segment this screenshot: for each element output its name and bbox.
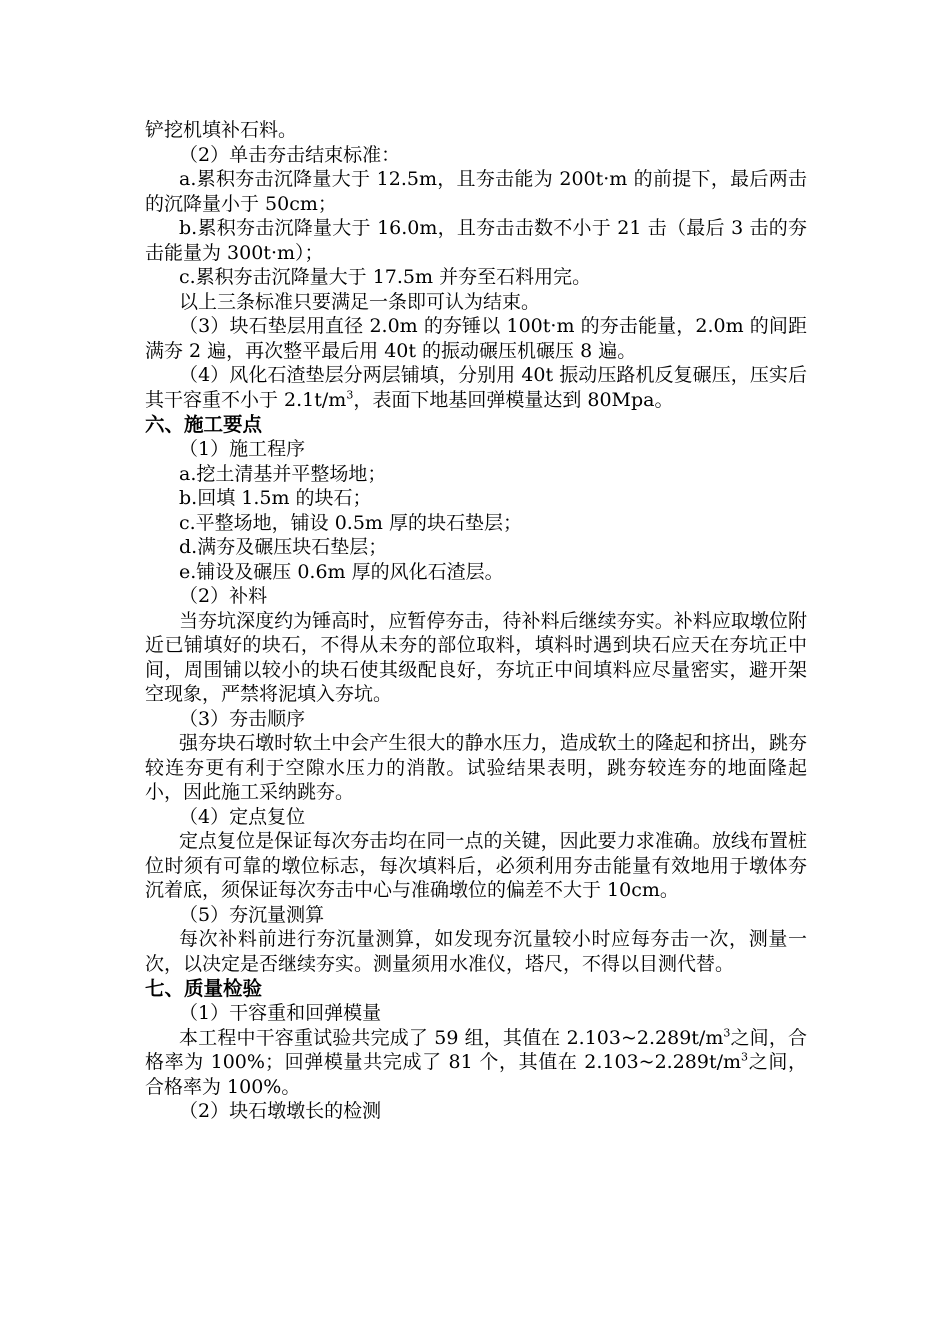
- list-item: d.满夯及碾压块石垫层；: [179, 536, 388, 558]
- paragraph: 当夯坑深度约为锤高时，应暂停夯击，待补料后继续夯实。补料应取墩位附近已铺填好的块石，不得从未夯的部位取料，填料时遇到块石应天在夯坑正中间，周围铺以较小的块石使其级配良好，夯坑正中间填料应尽量密实，避开架空现象，严禁将泥填入夯坑。: [145, 609, 807, 705]
- subheading: （1）干容重和回弹模量: [179, 1002, 382, 1024]
- section-heading: 六、施工要点: [145, 413, 263, 436]
- subheading: （2）块石墩墩长的检测: [179, 1100, 382, 1122]
- text-run: （4）风化石渣垫层分两层铺填，分别用 40t 振动压路机反复碾压，压实后其干容重不小于 2.1t/m: [145, 364, 807, 411]
- paragraph: [145, 1026, 807, 1100]
- paragraph: 强夯块石墩时软土中会产生很大的静水压力，造成软土的隆起和挤出，跳夯较连夯更有利于空隙水压力的消散。试验结果表明，跳夯较连夯的地面隆起小，因此施工采纳跳夯。: [145, 732, 807, 803]
- paragraph: 以上三条标准只要满足一条即可认为结束。: [179, 290, 541, 313]
- subheading: （1）施工程序: [179, 438, 306, 460]
- paragraph: a.累积夯击沉降量大于 12.5m，且夯击能为 200t·m 的前提下，最后两击的沉降量小于 50cm；: [145, 168, 807, 215]
- paragraph: [145, 363, 807, 412]
- subheading: （4）定点复位: [179, 805, 306, 828]
- paragraph: 定点复位是保证每次夯击均在同一点的关键，因此要力求准确。放线布置桩位时须有可靠的墩位标志，每次填料后，必须利用夯击能量有效地用于墩体夯沉着底，须保证每次夯击中心与准确墩位的偏差不大于 10cm。: [145, 830, 807, 901]
- list-item: e.铺设及碾压 0.6m 厚的风化石渣层。: [179, 560, 504, 583]
- text-run: 本工程中干容重试验共完成了 59 组，其值在 2.103~2.289t/m: [179, 1026, 724, 1049]
- paragraph: b.累积夯击沉降量大于 16.0m，且夯击击数不小于 21 击（最后 3 击的夯击能量为 300t·m）；: [145, 217, 807, 264]
- text-run: 之间，合格率为 100%。: [145, 1051, 807, 1098]
- list-item: a.挖土清基并平整场地；: [179, 462, 387, 485]
- text-run: 之间，合格率为 100%；回弹模量共完成了 81 个，其值在 2.103~2.289t/m: [145, 1026, 807, 1073]
- subheading: （2）补料: [179, 585, 268, 607]
- subheading: （2）单击夯击结束标准：: [179, 143, 401, 166]
- subheading: （5）夯沉量测算: [179, 903, 325, 926]
- paragraph: 铲挖机填补石料。: [145, 119, 298, 141]
- superscript: 3: [723, 1026, 731, 1040]
- document-page: [145, 118, 807, 1124]
- superscript: 3: [346, 388, 354, 402]
- paragraph: （3）块石垫层用直径 2.0m 的夯锤以 100t·m 的夯击能量，2.0m 的间距满夯 2 遍，再次整平最后用 40t 的振动碾压机碾压 8 遍。: [145, 315, 807, 362]
- list-item: b.回填 1.5m 的块石；: [179, 487, 372, 509]
- list-item: c.平整场地，铺设 0.5m 厚的块石垫层；: [179, 511, 522, 534]
- paragraph: c.累积夯击沉降量大于 17.5m 并夯至石料用完。: [179, 266, 592, 288]
- paragraph: 每次补料前进行夯沉量测算，如发现夯沉量较小时应每夯击一次，测量一次，以决定是否继续夯实。测量须用水准仪，塔尺，不得以目测代替。: [145, 928, 807, 975]
- section-heading: 七、质量检验: [145, 977, 263, 1000]
- superscript: 3: [741, 1050, 749, 1064]
- text-run: ，表面下地基回弹模量达到 80Mpa。: [353, 388, 674, 411]
- subheading: （3）夯击顺序: [179, 707, 306, 730]
